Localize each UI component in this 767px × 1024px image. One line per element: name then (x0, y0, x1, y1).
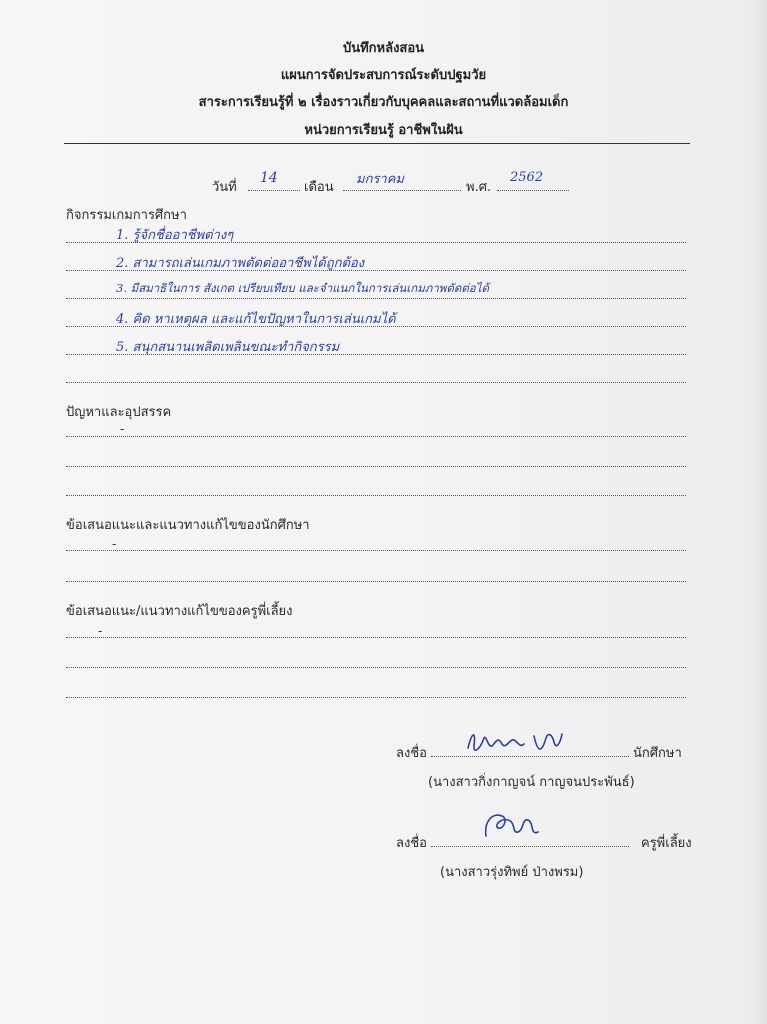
student-signature (462, 724, 572, 760)
problems-dotline-3 (66, 495, 686, 496)
mentor-sign-dotline (431, 846, 629, 847)
activities-heading: กิจกรรมเกมการศึกษา (66, 208, 187, 223)
problems-dotline-1 (66, 436, 686, 437)
year-label: พ.ศ. (466, 180, 492, 195)
doc-subtitle-plan: แผนการจัดประสบการณ์ระดับปฐมวัย (280, 68, 487, 83)
student-suggestions-dotline-2 (66, 581, 686, 582)
student-sign-label: ลงชื่อ (396, 746, 427, 761)
mentor-role: ครูพี่เลี้ยง (641, 836, 692, 851)
header-divider (64, 143, 690, 144)
day-label: วันที่ (212, 180, 237, 195)
doc-subtitle-unit: หน่วยการเรียนรู้ อาชีพในฝัน (304, 123, 463, 138)
year-dotline (497, 190, 569, 191)
activity-item-3: 3. มีสมาธิในการ สังเกต เปรียบเทียบ และจำแนกในการเล่นเกมภาพตัดต่อได้ (116, 281, 489, 295)
activity-item-4: 4. คิด หาเหตุผล และแก้ไขปัญหาในการเล่นเกมได้ (116, 312, 396, 327)
problems-heading: ปัญหาและอุปสรรค (66, 405, 172, 420)
activity-item-1: 1. รู้จักชื่ออาชีพต่างๆ (116, 228, 234, 243)
student-name: (นางสาวกิ่งกาญจน์ กาญจนประพันธ์) (428, 775, 635, 790)
month-label: เดือน (304, 180, 334, 195)
mentor-suggestions-dotline-3 (66, 697, 686, 698)
activity-dotline-6 (66, 382, 686, 383)
student-suggestions-mark: - (112, 537, 117, 551)
year-value: 2562 (510, 170, 544, 185)
student-suggestions-heading: ข้อเสนอแนะและแนวทางแก้ไขของนักศึกษา (66, 518, 310, 533)
activity-item-2: 2. สามารถเล่นเกมภาพตัดต่ออาชีพได้ถูกต้อง (116, 256, 365, 271)
problems-mark: - (120, 422, 125, 436)
activity-dotline-3 (66, 298, 686, 299)
student-role: นักศึกษา (633, 746, 682, 761)
mentor-suggestions-heading: ข้อเสนอแนะ/แนวทางแก้ไขของครูพี่เลี้ยง (66, 604, 293, 619)
doc-title: บันทึกหลังสอน (342, 41, 425, 56)
mentor-sign-label: ลงชื่อ (396, 836, 427, 851)
mentor-suggestions-mark: - (98, 624, 103, 638)
mentor-suggestions-dotline-2 (66, 667, 686, 668)
mentor-name: (นางสาวรุ่งทิพย์ ป่างพรม) (440, 865, 584, 880)
month-value: มกราคม (356, 172, 404, 187)
day-dotline (248, 190, 300, 191)
day-value: 14 (260, 170, 278, 186)
mentor-suggestions-dotline-1 (66, 637, 686, 638)
mentor-signature (478, 806, 548, 846)
month-dotline (343, 190, 461, 191)
activity-item-5: 5. สนุกสนานเพลิดเพลินขณะทำกิจกรรม (116, 340, 340, 355)
page-edge-shadow (755, 0, 767, 1024)
problems-dotline-2 (66, 466, 686, 467)
doc-subtitle-topic: สาระการเรียนรู้ที่ ๒ เรื่องราวเกี่ยวกับบุคคลและสถานที่แวดล้อมเด็ก (198, 95, 569, 110)
student-suggestions-dotline-1 (66, 550, 686, 551)
